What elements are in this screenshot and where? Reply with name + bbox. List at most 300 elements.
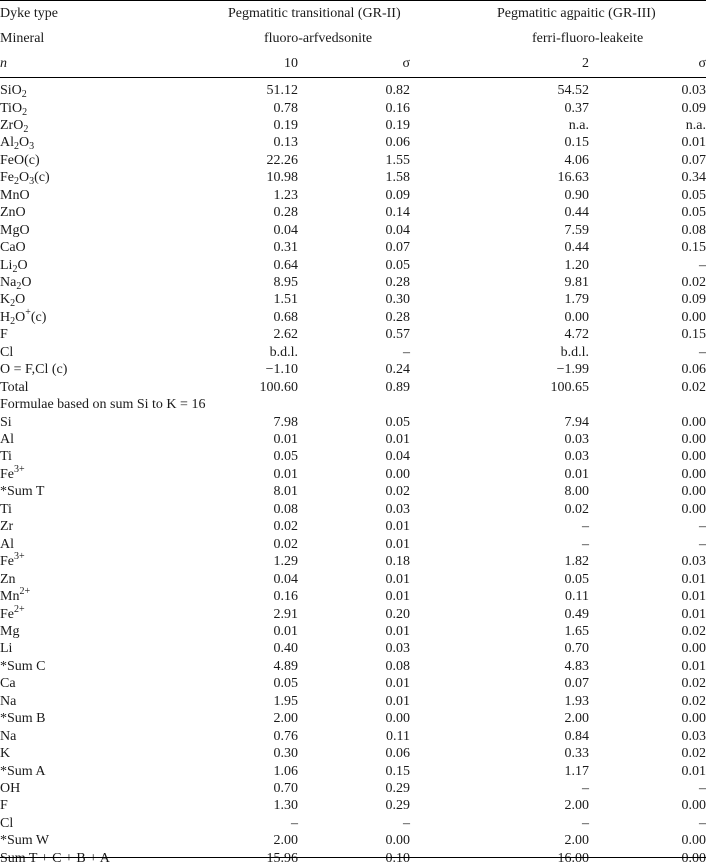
group1-sigma-value: 0.14 xyxy=(386,204,411,222)
group2-sigma-value: 0.02 xyxy=(682,693,706,711)
group2-value: 4.06 xyxy=(565,152,590,170)
group1-sigma-value: 0.00 xyxy=(386,832,411,850)
group1-value: – xyxy=(291,815,298,833)
group2-sigma-value: – xyxy=(699,536,706,554)
row-label-part: Na xyxy=(0,275,16,290)
row-label-part: FeO(c) xyxy=(0,153,40,168)
row-label xyxy=(0,396,205,414)
group2-value: 2.00 xyxy=(565,710,590,728)
group1-value: 0.19 xyxy=(274,117,299,135)
row-label xyxy=(0,257,28,275)
row-label-part: Fe xyxy=(0,554,14,569)
group2-sigma-value: 0.00 xyxy=(682,501,706,519)
group1-sigma-value: – xyxy=(403,344,410,362)
row-label-part: 3+ xyxy=(14,464,25,475)
row-label-part: Na xyxy=(0,694,16,709)
group2-value: – xyxy=(582,536,589,554)
group2-sigma-value: 0.02 xyxy=(682,274,706,292)
group2-value: 1.17 xyxy=(565,763,590,781)
group2-value: 4.83 xyxy=(565,658,590,676)
group2-sigma-value: 0.01 xyxy=(682,134,706,152)
group2-value: – xyxy=(582,518,589,536)
group2-value: 7.94 xyxy=(565,414,590,432)
row-label-part: Zn xyxy=(0,572,16,587)
group1-sigma-value: 0.03 xyxy=(386,640,411,658)
group2-value: 7.59 xyxy=(565,222,590,240)
row-label-part: SiO xyxy=(0,83,22,98)
group1-value: 4.89 xyxy=(274,658,299,676)
group1-value: 1.23 xyxy=(274,187,299,205)
group2-sigma-value: 0.34 xyxy=(682,169,706,187)
row-label-part: Fe xyxy=(0,607,14,622)
row-label xyxy=(0,780,20,798)
group1-sigma-value: 0.04 xyxy=(386,222,411,240)
row-label-part: Ca xyxy=(0,676,16,691)
group1-mineral: fluoro-arfvedsonite xyxy=(264,30,372,48)
group2-value: b.d.l. xyxy=(561,344,589,362)
group1-sigma-value: 0.05 xyxy=(386,257,411,275)
group1-sigma-value: 0.06 xyxy=(386,745,411,763)
row-label-part: 2 xyxy=(16,281,21,292)
group2-value: 4.72 xyxy=(565,326,590,344)
row-label-part: F xyxy=(0,327,8,342)
row-label-part: Cl xyxy=(0,816,13,831)
group1-sigma-value: 0.89 xyxy=(386,379,411,397)
row-label xyxy=(0,361,67,379)
row-label-part: 2 xyxy=(22,107,27,118)
group1-sigma-value: 0.01 xyxy=(386,571,411,589)
group2-sigma-value: 0.00 xyxy=(682,483,706,501)
group2-value: 0.90 xyxy=(565,187,590,205)
row-label xyxy=(0,728,16,746)
group2-sigma-value: 0.08 xyxy=(682,222,706,240)
group1-value: 0.28 xyxy=(274,204,299,222)
group2-value: 8.00 xyxy=(565,483,590,501)
group2-sigma-value: 0.15 xyxy=(682,239,706,257)
row-label-part: O xyxy=(21,275,31,290)
group1-sigma-value: 0.18 xyxy=(386,553,411,571)
row-label-part: 2 xyxy=(14,176,19,187)
row-label-part: Mg xyxy=(0,624,19,639)
group1-value: 0.78 xyxy=(274,100,299,118)
group2-mineral: ferri-fluoro-leakeite xyxy=(532,30,643,48)
group1-sigma-value: 0.29 xyxy=(386,780,411,798)
group2-value: 100.65 xyxy=(551,379,590,397)
row-label-part: Li xyxy=(0,258,12,273)
group2-sigma-value: 0.00 xyxy=(682,640,706,658)
group1-sigma-value: – xyxy=(403,815,410,833)
group2-value: 1.82 xyxy=(565,553,590,571)
group2-value: 0.15 xyxy=(565,134,590,152)
row-label-part: 2 xyxy=(10,316,15,327)
group2-sigma-value: 0.02 xyxy=(682,623,706,641)
group1-sigma-value: 0.00 xyxy=(386,710,411,728)
group2-value: 0.02 xyxy=(565,501,590,519)
group1-value: 0.02 xyxy=(274,518,299,536)
group1-value: 1.29 xyxy=(274,553,299,571)
row-label xyxy=(0,623,19,641)
group2-sigma-value: 0.00 xyxy=(682,414,706,432)
group1-value xyxy=(267,850,299,868)
row-label-part: Al xyxy=(0,135,14,150)
row-label xyxy=(0,448,12,466)
row-label-part: + xyxy=(25,307,31,318)
row-label xyxy=(0,414,12,432)
row-label-part: Zr xyxy=(0,519,13,534)
row-label xyxy=(0,100,27,118)
group1-value: 8.95 xyxy=(274,274,299,292)
group2-value: 16.63 xyxy=(558,169,590,187)
row-label xyxy=(0,815,13,833)
group1-sigma-value: 0.01 xyxy=(386,675,411,693)
group1-value: 1.95 xyxy=(274,693,299,711)
group2-title: Pegmatitic agpaitic (GR-III) xyxy=(497,5,656,23)
group1-value: 1.51 xyxy=(274,291,299,309)
group2-sigma-value: 0.00 xyxy=(682,431,706,449)
group2-sigma-value: 0.05 xyxy=(682,204,706,222)
group1-value: 100.60 xyxy=(260,379,299,397)
group2-value: 2.00 xyxy=(565,832,590,850)
group1-value: 1.30 xyxy=(274,797,299,815)
row-label xyxy=(0,187,30,205)
group2-sigma-value: 0.01 xyxy=(682,606,706,624)
row-label-part: Ti xyxy=(0,502,12,517)
group2-value: 1.79 xyxy=(565,291,590,309)
group1-value: 0.68 xyxy=(274,309,299,327)
group1-value: 0.05 xyxy=(274,675,299,693)
group2-sigma-value: – xyxy=(699,815,706,833)
group2-sigma-value: 0.09 xyxy=(682,100,706,118)
group1-sigma-value: 0.01 xyxy=(386,623,411,641)
row-label xyxy=(0,274,31,292)
row-label-part: Si xyxy=(0,415,12,430)
row-label-part: 2 xyxy=(10,298,15,309)
group2-sigma-value: 0.01 xyxy=(682,658,706,676)
group1-value: 10.98 xyxy=(267,169,299,187)
row-label-part: *Sum A xyxy=(0,764,46,779)
row-label-part: Na xyxy=(0,729,16,744)
group1-sigma-value: 0.03 xyxy=(386,501,411,519)
row-label-part: 2+ xyxy=(14,604,25,615)
row-label-part: 3 xyxy=(29,176,34,187)
group1-value: 2.62 xyxy=(274,326,299,344)
row-label-part: 2 xyxy=(22,89,27,100)
group2-value: 1.20 xyxy=(565,257,590,275)
row-label-part: O xyxy=(17,258,27,273)
row-label xyxy=(0,850,110,868)
group2-value: 1.65 xyxy=(565,623,590,641)
group1-value: 8.01 xyxy=(274,483,299,501)
row-label-part: Al xyxy=(0,432,14,447)
row-label xyxy=(0,344,13,362)
row-label xyxy=(0,763,46,781)
group1-value: 2.00 xyxy=(274,832,299,850)
dyke-type-label: Dyke type xyxy=(0,5,58,23)
row-label-part: Total xyxy=(0,380,29,395)
group2-value: n.a. xyxy=(569,117,589,135)
group2-sigma-value: 0.00 xyxy=(682,448,706,466)
row-label xyxy=(0,291,25,309)
row-label-part: OH xyxy=(0,781,20,796)
group1-value: 0.70 xyxy=(274,780,299,798)
group1-sigma-value: 0.01 xyxy=(386,431,411,449)
row-label-part: 2 xyxy=(12,264,17,275)
group2-sigma-value: 0.00 xyxy=(682,466,706,484)
row-label xyxy=(0,204,26,222)
row-label xyxy=(0,222,30,240)
group2-value: 0.11 xyxy=(565,588,589,606)
table-top-rule xyxy=(0,0,706,1)
group1-sigma-value: 0.82 xyxy=(386,82,411,100)
group1-n: 10 xyxy=(284,55,298,73)
group2-sigma: σ xyxy=(698,55,706,73)
group2-value: 0.37 xyxy=(565,100,590,118)
group1-value: 2.91 xyxy=(274,606,299,624)
group1-sigma-value: 0.20 xyxy=(386,606,411,624)
row-label xyxy=(0,483,44,501)
group1-sigma-value: 1.58 xyxy=(386,169,411,187)
row-label xyxy=(0,501,12,519)
group1-title: Pegmatitic transitional (GR-II) xyxy=(228,5,401,23)
group1-sigma-value: 0.28 xyxy=(386,309,411,327)
group2-sigma-value: 0.05 xyxy=(682,187,706,205)
row-label-part: O xyxy=(15,310,25,325)
row-label-part: TiO xyxy=(0,101,22,116)
group2-sigma-value: – xyxy=(699,780,706,798)
group1-sigma-value: 0.11 xyxy=(386,728,410,746)
row-label xyxy=(0,134,34,152)
row-label xyxy=(0,710,46,728)
group2-sigma-value: 0.00 xyxy=(682,832,706,850)
row-label xyxy=(0,640,12,658)
group2-value: – xyxy=(582,815,589,833)
group1-sigma-value: 0.01 xyxy=(386,588,411,606)
group1-value: 0.04 xyxy=(274,222,299,240)
group2-value: 0.03 xyxy=(565,431,590,449)
row-label xyxy=(0,466,25,484)
group1-value: 0.13 xyxy=(274,134,299,152)
group2-sigma-value: 0.01 xyxy=(682,763,706,781)
group2-value: 0.49 xyxy=(565,606,590,624)
group1-value: 0.01 xyxy=(274,623,299,641)
row-label-part: 3+ xyxy=(14,551,25,562)
row-label-part: K xyxy=(0,292,10,307)
row-label-part: Al xyxy=(0,537,14,552)
group1-sigma-value: 0.15 xyxy=(386,763,411,781)
row-label-part: *Sum C xyxy=(0,659,46,674)
row-label-part: ZnO xyxy=(0,205,26,220)
group2-sigma-value: 0.03 xyxy=(682,728,706,746)
group1-value: 1.06 xyxy=(274,763,299,781)
group2-sigma-value: 0.07 xyxy=(682,152,706,170)
group1-sigma-value: 0.05 xyxy=(386,414,411,432)
row-label-part: CaO xyxy=(0,240,26,255)
group1-value: 7.98 xyxy=(274,414,299,432)
group1-sigma-value: 1.55 xyxy=(386,152,411,170)
group1-value: −1.10 xyxy=(266,361,298,379)
group2-sigma-value: 0.03 xyxy=(682,553,706,571)
row-label-part: 2 xyxy=(14,141,19,152)
group2-sigma-value: 0.01 xyxy=(682,588,706,606)
group2-sigma-value: 0.00 xyxy=(682,309,706,327)
header-rule xyxy=(0,77,706,78)
group2-sigma-value: 0.02 xyxy=(682,379,706,397)
row-label xyxy=(0,169,50,187)
group2-sigma-value: 0.02 xyxy=(682,745,706,763)
group2-sigma-value: n.a. xyxy=(686,117,706,135)
table-bottom-rule xyxy=(0,857,706,858)
group2-value: – xyxy=(582,780,589,798)
row-label xyxy=(0,797,8,815)
row-label xyxy=(0,606,25,624)
group1-sigma: σ xyxy=(402,55,410,73)
row-label xyxy=(0,379,29,397)
row-label xyxy=(0,536,14,554)
row-label-part: 2 xyxy=(23,124,28,135)
group2-value: 0.44 xyxy=(565,239,590,257)
group2-value: 1.93 xyxy=(565,693,590,711)
row-label-part: 2+ xyxy=(19,586,30,597)
group1-sigma-value: 0.07 xyxy=(386,239,411,257)
group2-sigma-value: 0.06 xyxy=(682,361,706,379)
row-label-part: Fe xyxy=(0,467,14,482)
group1-sigma-value: 0.04 xyxy=(386,448,411,466)
row-label xyxy=(0,553,25,571)
group1-value: 0.01 xyxy=(274,466,299,484)
group2-value: 54.52 xyxy=(558,82,590,100)
group2-value: 0.05 xyxy=(565,571,590,589)
group2-value: 0.84 xyxy=(565,728,590,746)
group2-value: 0.70 xyxy=(565,640,590,658)
row-label-part: *Sum W xyxy=(0,833,49,848)
group1-value: 0.40 xyxy=(274,640,299,658)
row-label-part: *Sum B xyxy=(0,711,46,726)
group2-sigma-value: 0.15 xyxy=(682,326,706,344)
group2-value: 0.44 xyxy=(565,204,590,222)
group1-value: 0.02 xyxy=(274,536,299,554)
row-label xyxy=(0,239,26,257)
row-label xyxy=(0,431,14,449)
row-label-part: H xyxy=(0,310,10,325)
group1-value: 0.01 xyxy=(274,431,299,449)
row-label xyxy=(0,745,10,763)
group1-sigma-value: 0.09 xyxy=(386,187,411,205)
row-label-part: O xyxy=(15,292,25,307)
row-label-part: O = F,Cl (c) xyxy=(0,362,67,377)
group1-value: 0.16 xyxy=(274,588,299,606)
group1-value: 0.64 xyxy=(274,257,299,275)
row-label xyxy=(0,518,13,536)
row-label-part: Li xyxy=(0,641,12,656)
group1-value: 0.08 xyxy=(274,501,299,519)
group1-value: 0.30 xyxy=(274,745,299,763)
row-label xyxy=(0,117,28,135)
group1-value: b.d.l. xyxy=(270,344,298,362)
mineral-label: Mineral xyxy=(0,30,44,48)
row-label xyxy=(0,832,49,850)
row-label-part: Fe xyxy=(0,170,14,185)
row-label-part: O xyxy=(19,170,29,185)
group1-sigma-value: 0.08 xyxy=(386,658,411,676)
group1-value: 0.05 xyxy=(274,448,299,466)
row-label xyxy=(0,326,8,344)
group2-value: 0.00 xyxy=(565,309,590,327)
group1-value: 22.26 xyxy=(267,152,299,170)
group1-sigma-value: 0.29 xyxy=(386,797,411,815)
row-label xyxy=(0,675,16,693)
group2-value: 0.33 xyxy=(565,745,590,763)
row-label-part: 3 xyxy=(29,141,34,152)
row-label xyxy=(0,152,40,170)
group1-value: 51.12 xyxy=(267,82,299,100)
group1-sigma-value: 0.06 xyxy=(386,134,411,152)
group2-sigma-value: 0.01 xyxy=(682,571,706,589)
group1-sigma-value: 0.19 xyxy=(386,117,411,135)
row-label xyxy=(0,693,16,711)
row-label-part: ZrO xyxy=(0,118,23,133)
group2-sigma-value: 0.00 xyxy=(682,710,706,728)
group1-sigma-value: 0.30 xyxy=(386,291,411,309)
group1-sigma-value: 0.57 xyxy=(386,326,411,344)
group2-sigma-value: 0.09 xyxy=(682,291,706,309)
group1-sigma-value: 0.28 xyxy=(386,274,411,292)
row-label-part: Mn xyxy=(0,589,19,604)
row-label-part: *Sum T xyxy=(0,484,44,499)
group2-value: −1.99 xyxy=(557,361,589,379)
group1-sigma-value: 0.16 xyxy=(386,100,411,118)
group2-value: 0.03 xyxy=(565,448,590,466)
group2-sigma-value: 0.00 xyxy=(682,797,706,815)
group2-value: 9.81 xyxy=(565,274,590,292)
row-label-part: O xyxy=(19,135,29,150)
row-label-part: MgO xyxy=(0,223,30,238)
group1-sigma-value: 0.24 xyxy=(386,361,411,379)
group1-sigma-value: 0.01 xyxy=(386,518,411,536)
group1-value: 0.31 xyxy=(274,239,299,257)
row-label-part: MnO xyxy=(0,188,30,203)
group2-value: 0.07 xyxy=(565,675,590,693)
group2-sigma-value: 0.02 xyxy=(682,675,706,693)
row-label xyxy=(0,82,27,100)
row-label-part: (c) xyxy=(34,170,50,185)
group2-sigma-value: – xyxy=(699,518,706,536)
group2-sigma-value: – xyxy=(699,344,706,362)
group1-sigma-value: 0.00 xyxy=(386,466,411,484)
row-label xyxy=(0,309,46,327)
row-label-part: K xyxy=(0,746,10,761)
group2-sigma-value: – xyxy=(699,257,706,275)
group1-value: 0.76 xyxy=(274,728,299,746)
group1-sigma-value xyxy=(386,850,411,868)
group1-sigma-value: 0.01 xyxy=(386,536,411,554)
row-label-part: (c) xyxy=(31,310,47,325)
group2-sigma-value: 0.03 xyxy=(682,82,706,100)
group2-n: 2 xyxy=(582,55,589,73)
group2-value xyxy=(558,850,590,868)
row-label-part: F xyxy=(0,798,8,813)
group1-sigma-value: 0.02 xyxy=(386,483,411,501)
group2-sigma-value xyxy=(682,850,706,868)
group1-sigma-value: 0.01 xyxy=(386,693,411,711)
row-label-part: Cl xyxy=(0,345,13,360)
row-label xyxy=(0,571,16,589)
n-label: n xyxy=(0,55,7,73)
group2-value: 2.00 xyxy=(565,797,590,815)
row-label-part: Ti xyxy=(0,449,12,464)
group2-value: 0.01 xyxy=(565,466,590,484)
row-label-part: Formulae based on sum Si to K = 16 xyxy=(0,397,205,412)
group1-value: 2.00 xyxy=(274,710,299,728)
